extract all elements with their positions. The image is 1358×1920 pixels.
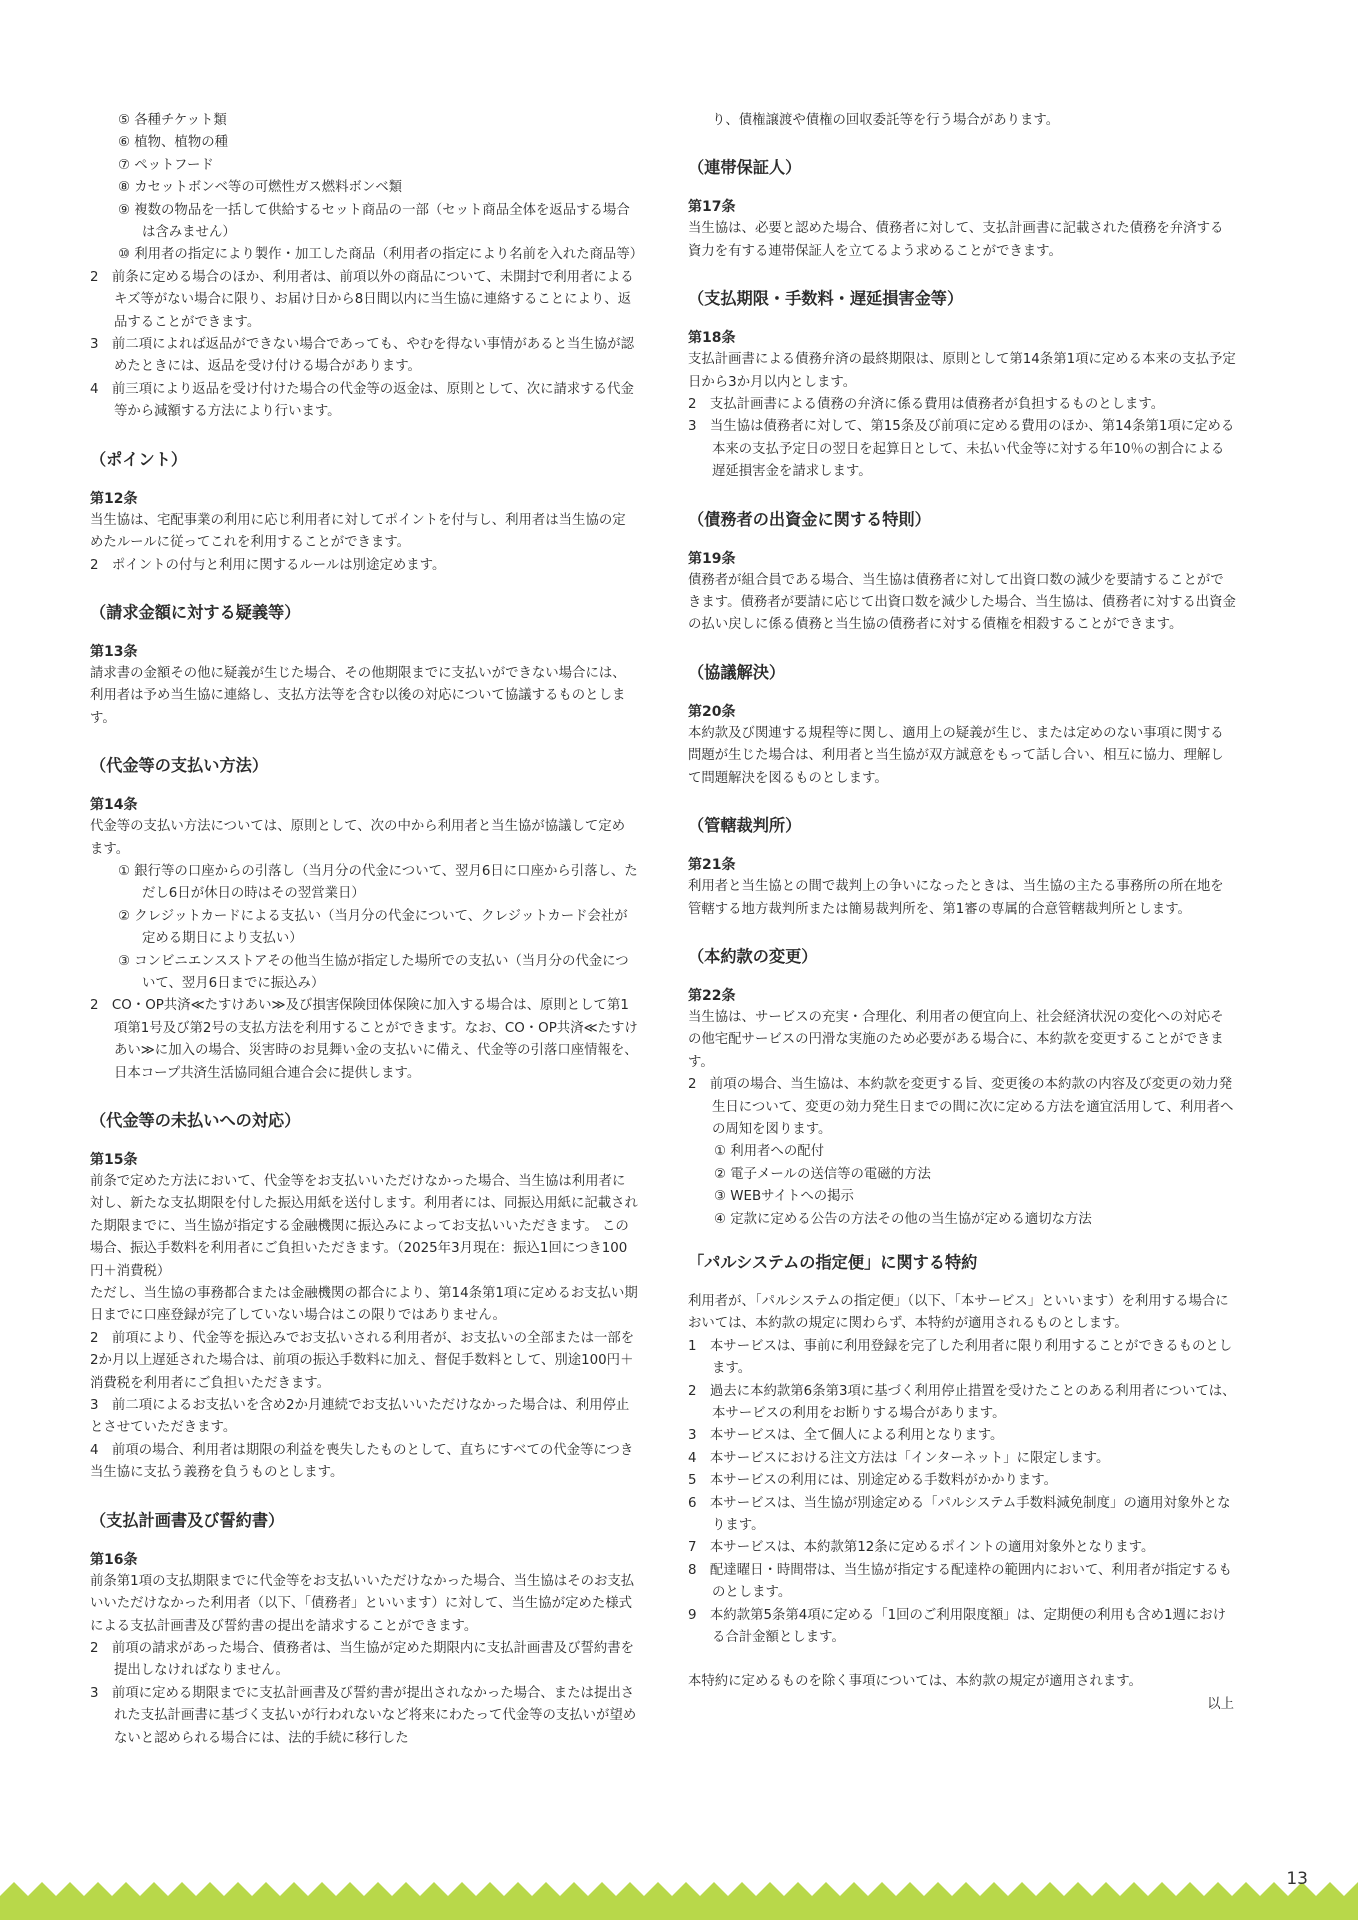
list-item: ⑧ カセットボンベ等の可燃性ガス燃料ボンベ類 [118,180,403,196]
clause-paragraph: 2 前項により、代金等を振込みでお支払いされる利用者が、お支払いの全部または一部を2か月以上遅延された場合は、前項の振込手数料に加え、督促手数料として、別途100円＋消費税を利用者にご負担いただきます。 [90,1330,635,1391]
article-number: 第13条 [90,643,138,660]
clause-paragraph: 3 前二項によれば返品ができない場合であっても、やむを得ない事情があると当生協が認めたときには、返品を受け付ける場合があります。 [90,337,635,375]
section-title-guarantor: （連帯保証人） [688,158,802,178]
special-term-item: 6 本サービスは、当生協が別途定める「パルシステム手数料減免制度」の適用対象外となります。 [688,1495,1231,1534]
clause-paragraph: 4 前項の場合、利用者は期限の利益を喪失したものとして、直ちにすべての代金等につき当生協に支払う義務を負うものとします。 [90,1442,634,1481]
list-item: ⑥ 植物、植物の種 [118,135,228,151]
list-item: ③ コンビニエンスストアその他当生協が指定した場所での支払い（当月分の代金について、翌月6日までに振込み） [118,953,629,991]
list-item: ⑩ 利用者の指定により製作・加工した商品（利用者の指定により名前を入れた商品等） [118,247,644,263]
section-title-jurisdiction: （管轄裁判所） [688,816,802,836]
list-item: ⑦ ペットフード [118,157,214,173]
article-text: 請求書の金額その他に疑義が生じた場合、その他期限までに支払いができない場合には、利用者は予め当生協に連絡し、支払方法等を含む以後の対応について協議するものとします。 [90,665,626,726]
article-text: 利用者と当生協との間で裁判上の争いになったときは、当生協の主たる事務所の所在地を管轄する地方裁判所または簡易裁判所を、第1審の専属的合意管轄裁判所とします。 [688,879,1224,917]
section-title-deadline-fees: （支払期限・手数料・遅延損害金等） [688,289,964,309]
article-text: 当生協は、宅配事業の利用に応じ利用者に対してポイントを付与し、利用者は当生協の定めたルールに従ってこれを利用することができます。 [90,512,626,551]
list-item: ④ 定款に定める公告の方法その他の当生協が定める適切な方法 [714,1211,1092,1227]
right-column [688,110,1236,1716]
article-text: 支払計画書による債務弁済の最終期限は、原則として第14条第1項に定める本来の支払予定日から3か月以内とします。 [688,352,1236,390]
continuation-text: り、債権譲渡や債権の回収委託等を行う場合があります。 [712,113,1060,128]
special-term-item: 5 本サービスの利用には、別途定める手数料がかかります。 [688,1473,1057,1489]
clause-paragraph: 2 支払計画書による債務の弁済に係る費用は債務者が負担するものとします。 [688,397,1165,413]
special-term-item: 4 本サービスにおける注文方法は「インターネット」に限定します。 [688,1450,1110,1466]
clause-paragraph: 2 前項の場合、当生協は、本約款を変更する旨、変更後の本約款の内容及び変更の効力発生日について、変更の効力発生日までの間に次に定める方法を適宜活用して、利用者への周知を図ります。 [688,1077,1234,1137]
article-number: 第14条 [90,797,138,814]
clause-paragraph: 2 ポイントの付与と利用に関するルールは別途定めます。 [90,557,446,573]
article-number: 第20条 [688,703,736,720]
section-title-payment-plan: （支払計画書及び誓約書） [90,1510,285,1530]
list-item: ⑤ 各種チケット類 [118,113,227,128]
special-term-item: 2 過去に本約款第6条第3項に基づく利用停止措置を受けたことのある利用者については、本サービスの利用をお断りする場合があります。 [688,1383,1236,1421]
article-text: 本約款及び関連する規程等に関し、適用上の疑義が生じ、または定めのない事項に関する問題が生じた場合は、利用者と当生協が双方誠意をもって話し合い、相互に協力、理解して問題解決を図るものとします。 [688,725,1224,786]
decorative-zigzag-footer [0,1856,1358,1920]
special-term-item: 1 本サービスは、事前に利用登録を完了した利用者に限り利用することができるものとします。 [688,1338,1233,1377]
section-title-payment-method: （代金等の支払い方法） [90,756,269,776]
article-text: 当生協は、サービスの充実・合理化、利用者の便宜向上、社会経済状況の変化への対応その他宅配サービスの円滑な実施のため必要がある場合に、本約款を変更することができます。 [688,1009,1224,1070]
special-term-item: 3 本サービスは、全て個人による利用となります。 [688,1428,1004,1444]
article-text: 前条第1項の支払期限までに代金等をお支払いいただけなかった場合、当生協はそのお支払いいただけなかった利用者（以下、「債務者」といいます）に対して、当生協が定めた様式による支払計画書及び誓約書の提出を請求することができます。 [90,1573,635,1634]
article-text: 債務者が組合員である場合、当生協は債務者に対して出資口数の減少を要請することができます。債務者が要請に応じて出資口数を減少した場合、当生協は、債務者に対する出資金の払い戻しに係る債務と当生協の債務者に対する債権を相殺することができます。 [688,572,1236,633]
list-item: ① 銀行等の口座からの引落し（当月分の代金について、翌月6日に口座から引落し、ただし6日が休日の時はその翌営業日） [118,863,638,902]
end-mark: 以上 [1207,1696,1234,1712]
special-term-item: 9 本約款第5条第4項に定める「1回のご利用限度額」は、定期便の利用も含め1週における合計金額とします。 [688,1607,1227,1646]
clause-paragraph: 3 当生協は債務者に対して、第15条及び前項に定める費用のほか、第14条第1項に定める本来の支払予定日の翌日を起算日として、未払い代金等に対する年10％の割合による遅延損害金を請求します。 [688,419,1235,480]
clause-paragraph: 2 CO・OP共済≪たすけあい≫及び損害保険団体保険に加入する場合は、原則として第1項第1号及び第2号の支払方法を利用することができます。なお、CO・OP共済≪たすけあい≫に加入の場合、災害時のお見舞い金の支払いに備え、代金等の引落口座情報を、日本コープ共済生活協同組合連合会に提供します。 [90,998,638,1081]
article-text: ただし、当生協の事務都合または金融機関の都合により、第14条第1項に定めるお支払い期日までに口座登録が完了していない場合はこの限りではありません。 [90,1286,638,1324]
article-number: 第19条 [688,550,736,567]
article-number: 第18条 [688,330,736,347]
closing-text: 本特約に定めるものを除く事項については、本約款の規定が適用されます。 [688,1674,1142,1690]
section-title-capital: （債務者の出資金に関する特則） [688,509,931,529]
page-number: 13 [1286,1868,1308,1889]
article-number: 第12条 [90,490,138,507]
section-title-billing-doubts: （請求金額に対する疑義等） [90,602,301,622]
article-text: 利用者が、「パルシステムの指定便」（以下、「本サービス」といいます）を利用する場合においては、本約款の規定に関わらず、本特約が適用されるものとします。 [688,1293,1229,1332]
article-number: 第15条 [90,1152,138,1168]
clause-paragraph: 3 前二項によるお支払いを含め2か月連続でお支払いいただけなかった場合は、利用停止とさせていただきます。 [90,1398,630,1436]
clause-paragraph: 4 前三項により返品を受け付けた場合の代金等の返金は、原則として、次に請求する代金等から減額する方法により行います。 [90,381,634,420]
section-title-unpaid: （代金等の未払いへの対応） [90,1111,301,1130]
section-title-resolution: （協議解決） [688,662,786,682]
article-number: 第22条 [688,987,736,1004]
article-number: 第21条 [688,857,736,874]
article-number: 第17条 [688,199,736,216]
special-term-item: 8 配達曜日・時間帯は、当生協が指定する配達枠の範囲内において、利用者が指定するものとします。 [688,1562,1232,1601]
left-column [90,110,644,1750]
special-term-item: 7 本サービスは、本約款第12条に定めるポイントの適用対象外となります。 [688,1540,1155,1556]
list-item: ② クレジットカードによる支払い（当月分の代金について、クレジットカード会社が定める期日により支払い） [118,908,628,947]
list-item: ① 利用者への配付 [714,1144,824,1160]
article-text: 代金等の支払い方法については、原則として、次の中から利用者と当生協が協議して定めます。 [90,819,626,857]
section-title-amendment: （本約款の変更） [688,946,818,966]
article-text: 前条で定めた方法において、代金等をお支払いいただけなかった場合、当生協は利用者に対し、新たな支払期限を付した振込用紙を送付します。利用者には、同振込用紙に記載された期限までに、当生協が指定する金融機関に振込みによってお支払いいただきます。 この場合、振込手数料を利用者にご負担いただきます。（2025年3月現在：振込1回につき100円＋消費税） [90,1174,638,1279]
zigzag-shape [0,1882,1358,1920]
clause-paragraph: 2 前項の請求があった場合、債務者は、当生協が定めた期限内に支払計画書及び誓約書を提出しなければなりません。 [90,1640,635,1679]
article-number: 第16条 [90,1551,138,1568]
clause-paragraph: 2 前条に定める場合のほか、利用者は、前項以外の商品について、未開封で利用者によるキズ等がない場合に限り、お届け日から8日間以内に当生協に連絡することにより、返品することができます。 [90,269,634,330]
return-exclusion-list [90,110,644,267]
section-title-special-terms: 「パルシステムの指定便」に関する特約 [688,1252,978,1272]
clause-paragraph: 3 前項に定める期限までに支払計画書及び誓約書が提出されなかった場合、または提出された支払計画書に基づく支払いが行われないなど将来にわたって代金等の支払いが望めないと認められる場合には、法的手続に移行した [90,1685,637,1746]
section-title-points: （ポイント） [90,449,188,469]
list-item: ⑨ 複数の物品を一括して供給するセット商品の一部（セット商品全体を返品する場合は含みません） [118,202,630,241]
article-text: 当生協は、必要と認めた場合、債務者に対して、支払計画書に記載された債務を弁済する資力を有する連帯保証人を立てるよう求めることができます。 [688,221,1224,259]
list-item: ② 電子メールの送信等の電磁的方法 [714,1166,931,1182]
list-item: ③ WEBサイトへの掲示 [714,1189,854,1205]
